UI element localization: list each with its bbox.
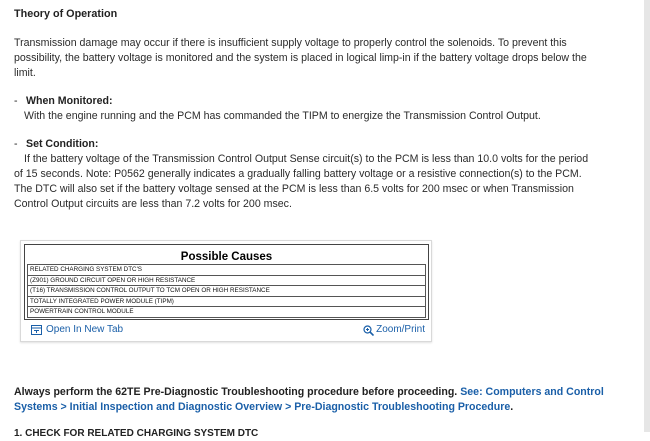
cause-cell: (T16) TRANSMISSION CONTROL OUTPUT TO TCM OPEN OR HIGH RESISTANCE: [28, 286, 426, 297]
possible-causes-table: [27, 264, 426, 318]
pre-diagnostic-period: .: [510, 401, 514, 413]
possible-causes-frame: [24, 244, 429, 320]
new-tab-icon: [31, 325, 42, 335]
scrollbar-track[interactable]: [644, 0, 650, 432]
step-one-cutoff: 1. CHECK FOR RELATED CHARGING SYSTEM DTC: [14, 428, 259, 439]
set-condition-heading: [14, 137, 98, 152]
zoom-print-button[interactable]: [363, 323, 425, 337]
magnifier-icon: [363, 325, 374, 336]
table-row: [28, 275, 426, 286]
cause-cell: TOTALLY INTEGRATED POWER MODULE (TIPM): [28, 296, 426, 307]
table-row: [28, 265, 426, 276]
cause-cell: POWERTRAIN CONTROL MODULE: [28, 307, 426, 318]
intro-paragraph: Transmission damage may occur if there is insufficient supply voltage to properly control the solenoids. To prevent this possibility, the battery voltage is monitored and the system is placed in logical limp-in if the battery voltage drops below the limit.: [14, 37, 587, 79]
section-title: Theory of Operation: [14, 8, 118, 20]
when-monitored-text: With the engine running and the PCM has commanded the TIPM to energize the Transmission Control Output.: [24, 110, 541, 122]
open-in-new-tab-button[interactable]: [31, 323, 123, 337]
when-monitored-label: When Monitored:: [26, 95, 113, 107]
pre-diagnostic-note: [14, 385, 614, 415]
figure-action-bar: [21, 321, 431, 339]
open-in-new-tab-label: Open In New Tab: [46, 324, 124, 335]
table-row: [28, 307, 426, 318]
table-row: [28, 286, 426, 297]
possible-causes-title: Possible Causes: [180, 251, 273, 263]
bullet-dash: -: [14, 138, 18, 150]
set-condition-text: If the battery voltage of the Transmission Control Output Sense circuit(s) to the PCM is less than 10.0 volts for the period of 15 seconds. Note: P0562 generally indicates a gradually falling battery voltage or a resistive connection(s) to the PCM. The DTC will also set if the battery voltage sensed at the PCM is less than 6.5 volts for 200 msec or when Transmission Control Output circuits are less than 7.2 volts for 200 msec.: [14, 153, 589, 210]
table-row: [28, 296, 426, 307]
bullet-dash: -: [14, 95, 18, 107]
pre-diagnostic-text: Always perform the 62TE Pre-Diagnostic Troubleshooting procedure before proceeding.: [14, 386, 458, 398]
cause-cell: (Z901) GROUND CIRCUIT OPEN OR HIGH RESISTANCE: [28, 275, 426, 286]
possible-causes-figure: [20, 240, 432, 342]
when-monitored-heading: [14, 94, 113, 109]
cause-cell: RELATED CHARGING SYSTEM DTC'S: [28, 265, 426, 276]
pre-diagnostic-link[interactable]: See: Computers and Control Systems > Initial Inspection and Diagnostic Overview > Pre-Diagnostic Troubleshooting Procedure: [14, 386, 604, 413]
set-condition-label: Set Condition:: [26, 138, 99, 150]
zoom-print-label: Zoom/Print: [376, 324, 425, 335]
